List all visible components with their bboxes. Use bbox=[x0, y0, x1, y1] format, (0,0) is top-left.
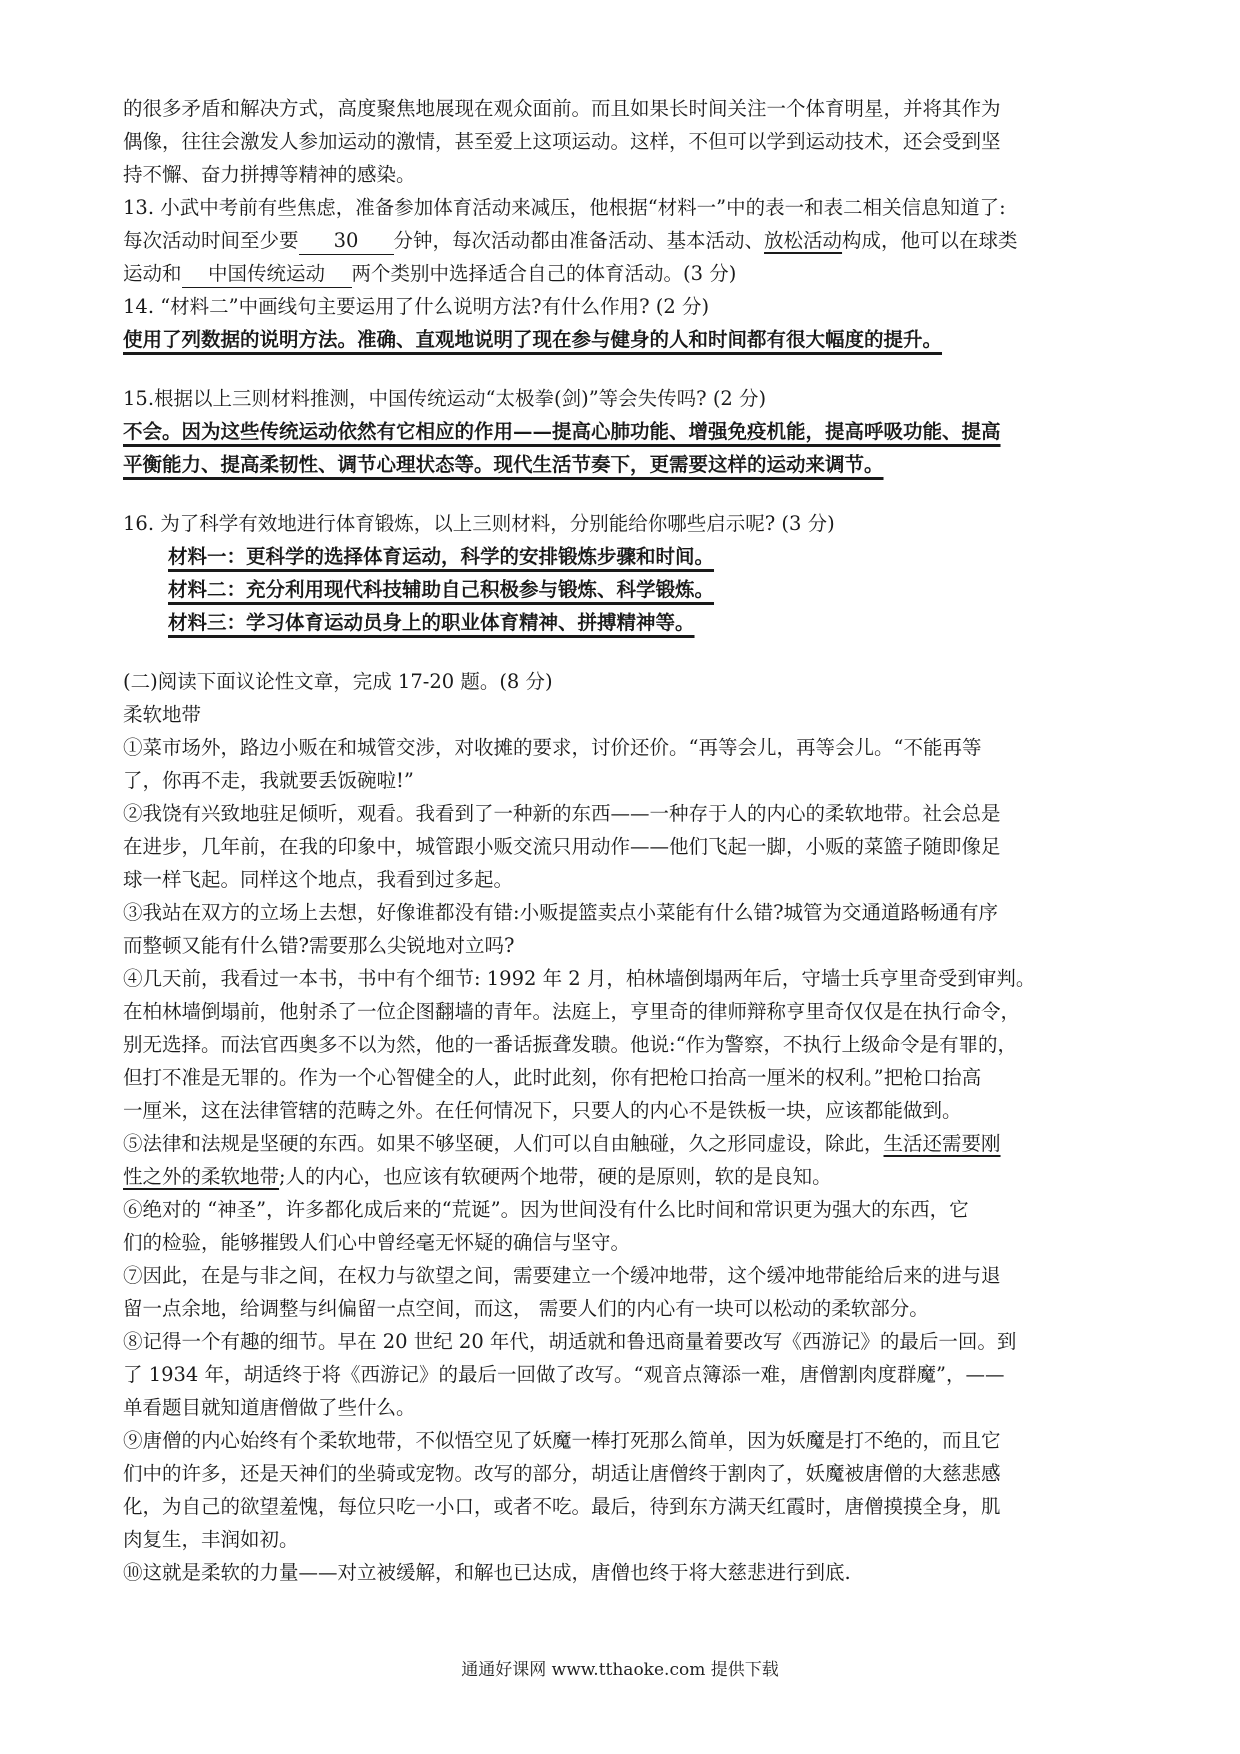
underlined-sentence: 性之外的柔软地带 bbox=[123, 1165, 280, 1188]
text-line: 偶像，往往会激发人参加运动的激情，甚至爱上这项运动。这样，不但可以学到运动技术，还会受到坚 bbox=[123, 130, 1001, 153]
article-line: 化，为自己的欲望羞愧，每位只吃一小口，或者不吃。最后，待到东方满天红霞时，唐僧摸摸全身，肌 bbox=[123, 1495, 1001, 1518]
question-13-line3: 运动和 中国传统运动 两个类别中选择适合自己的体育活动。(3 分) bbox=[123, 257, 1123, 290]
article-line: 别无选择。而法官西奥多不以为然，他的一番话振聋发聩。他说:“作为警察，不执行上级命令是有罪的， bbox=[123, 1033, 1018, 1056]
article-line: ⑧记得一个有趣的细节。早在 20 世纪 20 年代，胡适就和鲁迅商量着要改写《西游记》的最后一回。到 bbox=[123, 1330, 1017, 1353]
answer-14: 使用了列数据的说明方法。准确、直观地说明了现在参与健身的人和时间都有很大幅度的提升。 bbox=[123, 328, 943, 351]
section-heading: (二)阅读下面议论性文章，完成 17-20 题。(8 分) bbox=[123, 670, 553, 693]
answer-blank-relax: 放松活动 bbox=[764, 229, 843, 252]
article-line: 一厘米，这在法律管辖的范畴之外。在任何情况下，只要人的内心不是铁板一块，应该都能做到。 bbox=[123, 1099, 962, 1122]
question-14: 14. “材料二”中画线句主要运用了什么说明方法?有什么作用? (2 分) bbox=[123, 295, 710, 318]
article-line: 单看题目就知道唐僧做了些什么。 bbox=[123, 1396, 416, 1419]
answer-15-line1: 不会。因为这些传统运动依然有它相应的作用——提高心肺功能、增强免疫机能，提高呼吸功能、提高 bbox=[123, 420, 1001, 443]
article-line: ①菜市场外，路边小贩在和城管交涉，对收摊的要求，讨价还价。“再等会儿，再等会儿。“不能再等 bbox=[123, 736, 982, 759]
text-line: 持不懈、奋力拼搏等精神的感染。 bbox=[123, 163, 416, 186]
article-line: ②我饶有兴致地驻足倾听，观看。我看到了一种新的东西——一种存于人的内心的柔软地带。社会总是 bbox=[123, 802, 1001, 825]
document-page bbox=[123, 92, 1123, 1589]
answer-blank-time: 30 bbox=[299, 228, 394, 255]
article-line-p5b: 性之外的柔软地带;人的内心，也应该有软硬两个地带，硬的是原则，软的是良知。 bbox=[123, 1165, 832, 1188]
text-line: 的很多矛盾和解决方式，高度聚焦地展现在观众面前。而且如果长时间关注一个体育明星，并将其作为 bbox=[123, 97, 1001, 120]
question-13-line2: 每次活动时间至少要 30 分钟，每次活动都由准备活动、基本活动、放松活动构成，他可以在球类 bbox=[123, 224, 1123, 257]
underlined-sentence: 生活还需要刚 bbox=[883, 1132, 1001, 1155]
article-line: ⑩这就是柔软的力量——对立被缓解，和解也已达成，唐僧也终于将大慈悲进行到底. bbox=[123, 1561, 851, 1584]
question-15: 15.根据以上三则材料推测，中国传统运动“太极拳(剑)”等会失传吗? (2 分) bbox=[123, 387, 767, 410]
answer-16-material-2: 材料二：充分利用现代科技辅助自己积极参与锻炼、科学锻炼。 bbox=[168, 578, 715, 601]
article-line: 们中的许多，还是天神们的坐骑或宠物。改写的部分，胡适让唐僧终于割肉了，妖魔被唐僧的大慈悲感 bbox=[123, 1462, 1001, 1485]
page-footer: 通通好课网 www.tthaoke.com 提供下载 bbox=[461, 1660, 779, 1680]
answer-blank-category: 中国传统运动 bbox=[182, 261, 352, 288]
article-title: 柔软地带 bbox=[123, 703, 202, 726]
article-line: 了 1934 年，胡适终于将《西游记》的最后一回做了改写。“观音点簿添一难，唐僧割肉度群魔”，—— bbox=[123, 1363, 1005, 1386]
article-line: 球一样飞起。同样这个地点，我看到过多起。 bbox=[123, 868, 514, 891]
article-line: 们的检验，能够摧毁人们心中曾经毫无怀疑的确信与坚守。 bbox=[123, 1231, 631, 1254]
article-line: ⑥绝对的 “神圣”，许多都化成后来的“荒诞”。因为世间没有什么比时间和常识更为强大的东西，它 bbox=[123, 1198, 969, 1221]
article-line-p5: ⑤法律和法规是坚硬的东西。如果不够坚硬，人们可以自由触碰，久之形同虚设，除此，生活还需要刚 bbox=[123, 1132, 1001, 1155]
answer-16-material-3: 材料三：学习体育运动员身上的职业体育精神、拼搏精神等。 bbox=[168, 611, 695, 634]
question-13: 13. 小武中考前有些焦虑，准备参加体育活动来减压，他根据“材料一”中的表一和表二相关信息知道了: bbox=[123, 196, 1006, 219]
article-line: ③我站在双方的立场上去想，好像谁都没有错:小贩提篮卖点小菜能有什么错?城管为交通道路畅通有序 bbox=[123, 901, 999, 924]
article-line: 在进步，几年前，在我的印象中，城管跟小贩交流只用动作——他们飞起一脚，小贩的菜篮子随即像足 bbox=[123, 835, 1001, 858]
article-line: ⑨唐僧的内心始终有个柔软地带，不似悟空见了妖魔一棒打死那么简单，因为妖魔是打不绝的，而且它 bbox=[123, 1429, 1001, 1452]
article-line: 但打不准是无罪的。作为一个心智健全的人，此时此刻，你有把枪口抬高一厘米的权利。”把枪口抬高 bbox=[123, 1066, 982, 1089]
article-line: 留一点余地，给调整与纠偏留一点空间，而这， 需要人们的内心有一块可以松动的柔软部分。 bbox=[123, 1297, 929, 1320]
article-line: ④几天前，我看过一本书，书中有个细节: 1992 年 2 月，柏林墙倒塌两年后，守墙士兵亨里奇受到审判。 bbox=[123, 967, 1036, 990]
answer-15-line2: 平衡能力、提高柔韧性、调节心理状态等。现代生活节奏下，更需要这样的运动来调节。 bbox=[123, 453, 884, 476]
article-line: 了，你再不走，我就要丢饭碗啦!” bbox=[123, 769, 414, 792]
answer-16-material-1: 材料一：更科学的选择体育运动，科学的安排锻炼步骤和时间。 bbox=[168, 545, 715, 568]
article-line: 而整顿又能有什么错?需要那么尖锐地对立吗? bbox=[123, 934, 515, 957]
article-line: ⑦因此，在是与非之间，在权力与欲望之间，需要建立一个缓冲地带，这个缓冲地带能给后来的进与退 bbox=[123, 1264, 1001, 1287]
question-16: 16. 为了科学有效地进行体育锻炼，以上三则材料，分别能给你哪些启示呢? (3 分) bbox=[123, 512, 835, 535]
article-line: 在柏林墙倒塌前，他射杀了一位企图翻墙的青年。法庭上，亨里奇的律师辩称亨里奇仅仅是在执行命令， bbox=[123, 1000, 1021, 1023]
article-line: 肉复生，丰润如初。 bbox=[123, 1528, 299, 1551]
